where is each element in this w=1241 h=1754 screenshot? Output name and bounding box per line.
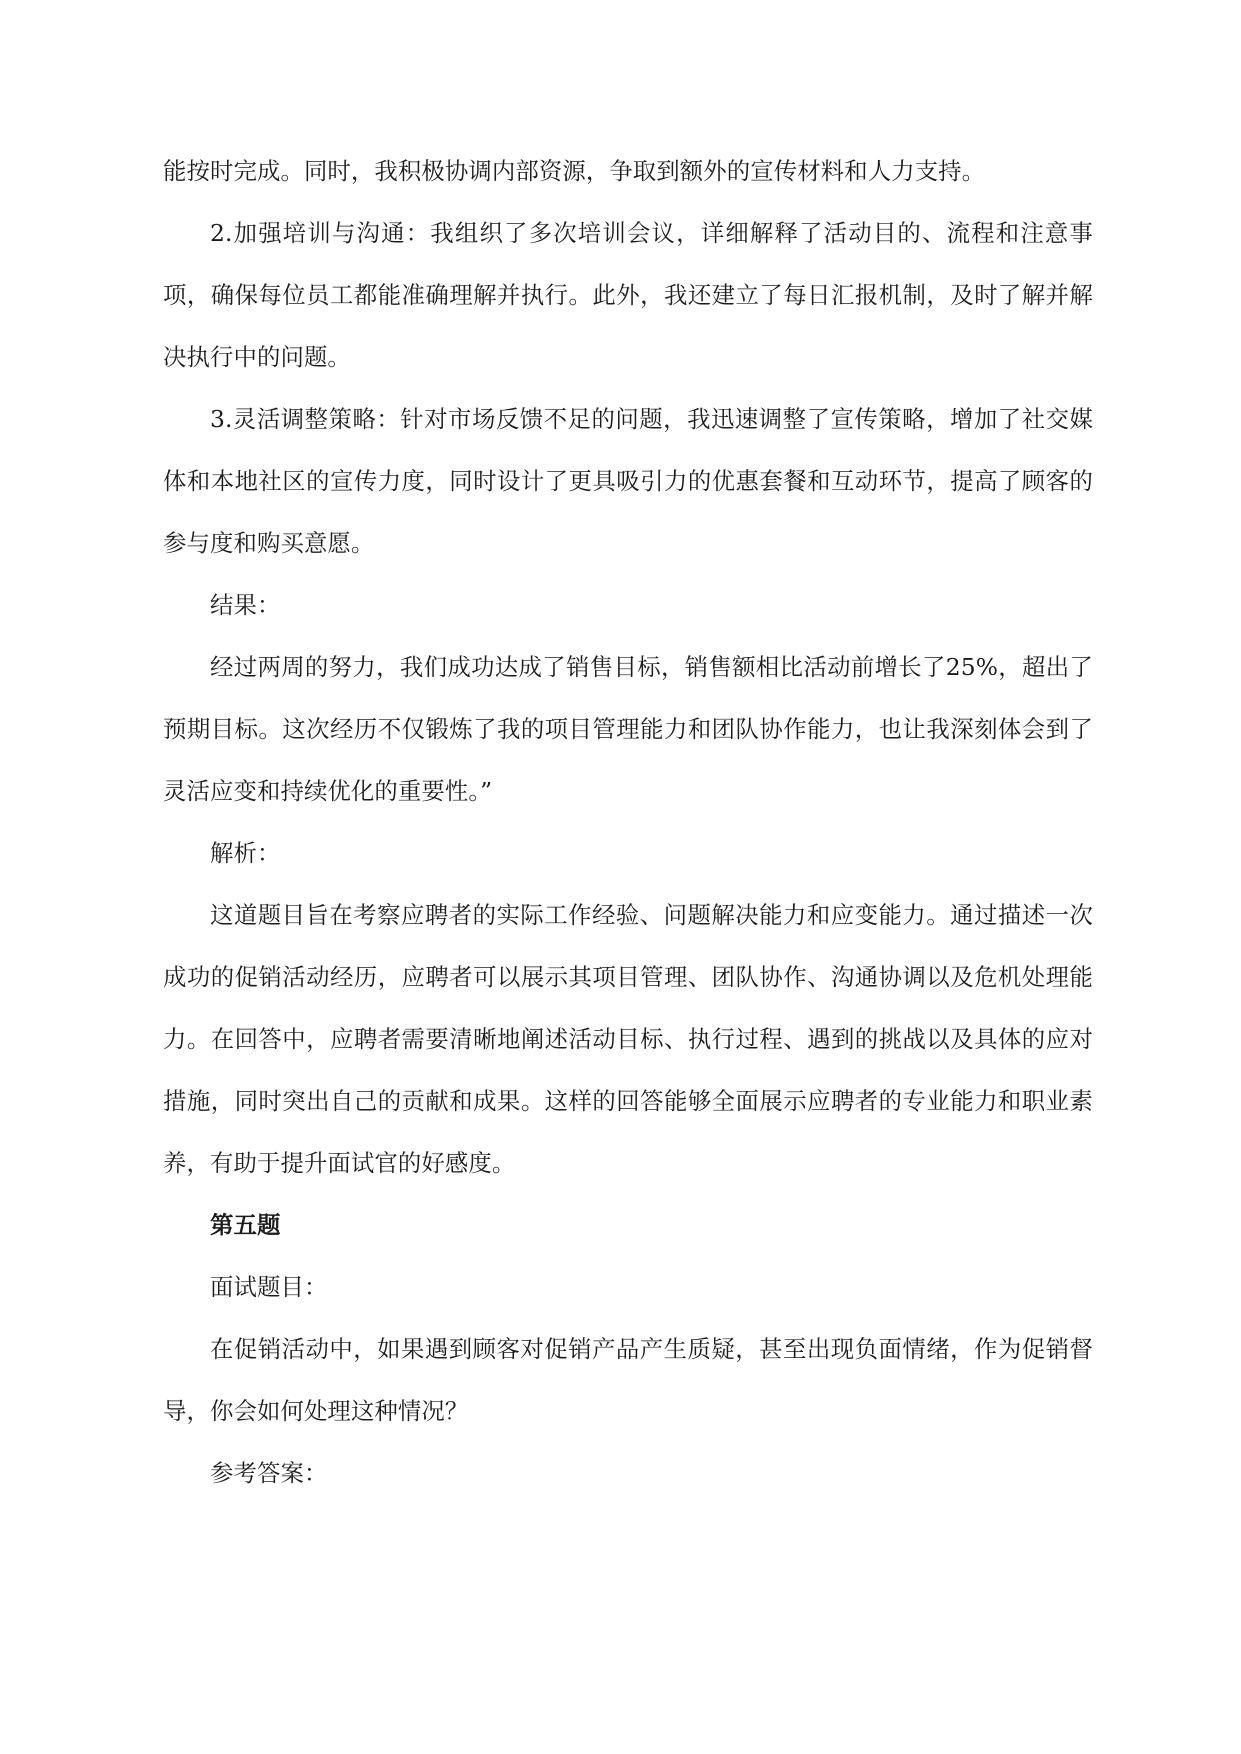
heading-analysis: 解析：	[210, 839, 281, 867]
paragraph-analysis: 这道题目旨在考察应聘者的实际工作经验、问题解决能力和应变能力。通过描述一次成功的促销活动经历，应聘者可以展示其项目管理、团队协作、沟通协调以及危机处理能力。在回答中，应聘者需要清晰地阐述活动目标、执行过程、遇到的挑战以及具体的应对措施，同时突出自己的贡献和成果。这样的回答能够全面展示应聘者的专业能力和职业素养，有助于提升面试官的好感度。	[163, 901, 1093, 1177]
document-body	[163, 140, 1093, 1504]
paragraph-interview-question: 在促销活动中，如果遇到顾客对促销产品产生质疑，甚至出现负面情绪，作为促销督导，你会如何处理这种情况？	[163, 1335, 1093, 1425]
heading-reference-answer: 参考答案：	[210, 1459, 328, 1487]
heading-interview-question: 面试题目：	[210, 1273, 328, 1301]
paragraph-point-2: 2.加强培训与沟通：我组织了多次培训会议，详细解释了活动目的、流程和注意事项，确保每位员工都能准确理解并执行。此外，我还建立了每日汇报机制，及时了解并解决执行中的问题。	[163, 219, 1093, 371]
paragraph-point-3: 3.灵活调整策略：针对市场反馈不足的问题，我迅速调整了宣传策略，增加了社交媒体和本地社区的宣传力度，同时设计了更具吸引力的优惠套餐和互动环节，提高了顾客的参与度和购买意愿。	[163, 405, 1093, 557]
paragraph-continuation: 能按时完成。同时，我积极协调内部资源，争取到额外的宣传材料和人力支持。	[163, 157, 986, 185]
heading-result: 结果：	[210, 591, 281, 619]
section-title-question-5: 第五题	[210, 1211, 281, 1239]
paragraph-result: 经过两周的努力，我们成功达成了销售目标，销售额相比活动前增长了25%，超出了预期目标。这次经历不仅锻炼了我的项目管理能力和团队协作能力，也让我深刻体会到了灵活应变和持续优化的重要性。”	[163, 653, 1093, 805]
